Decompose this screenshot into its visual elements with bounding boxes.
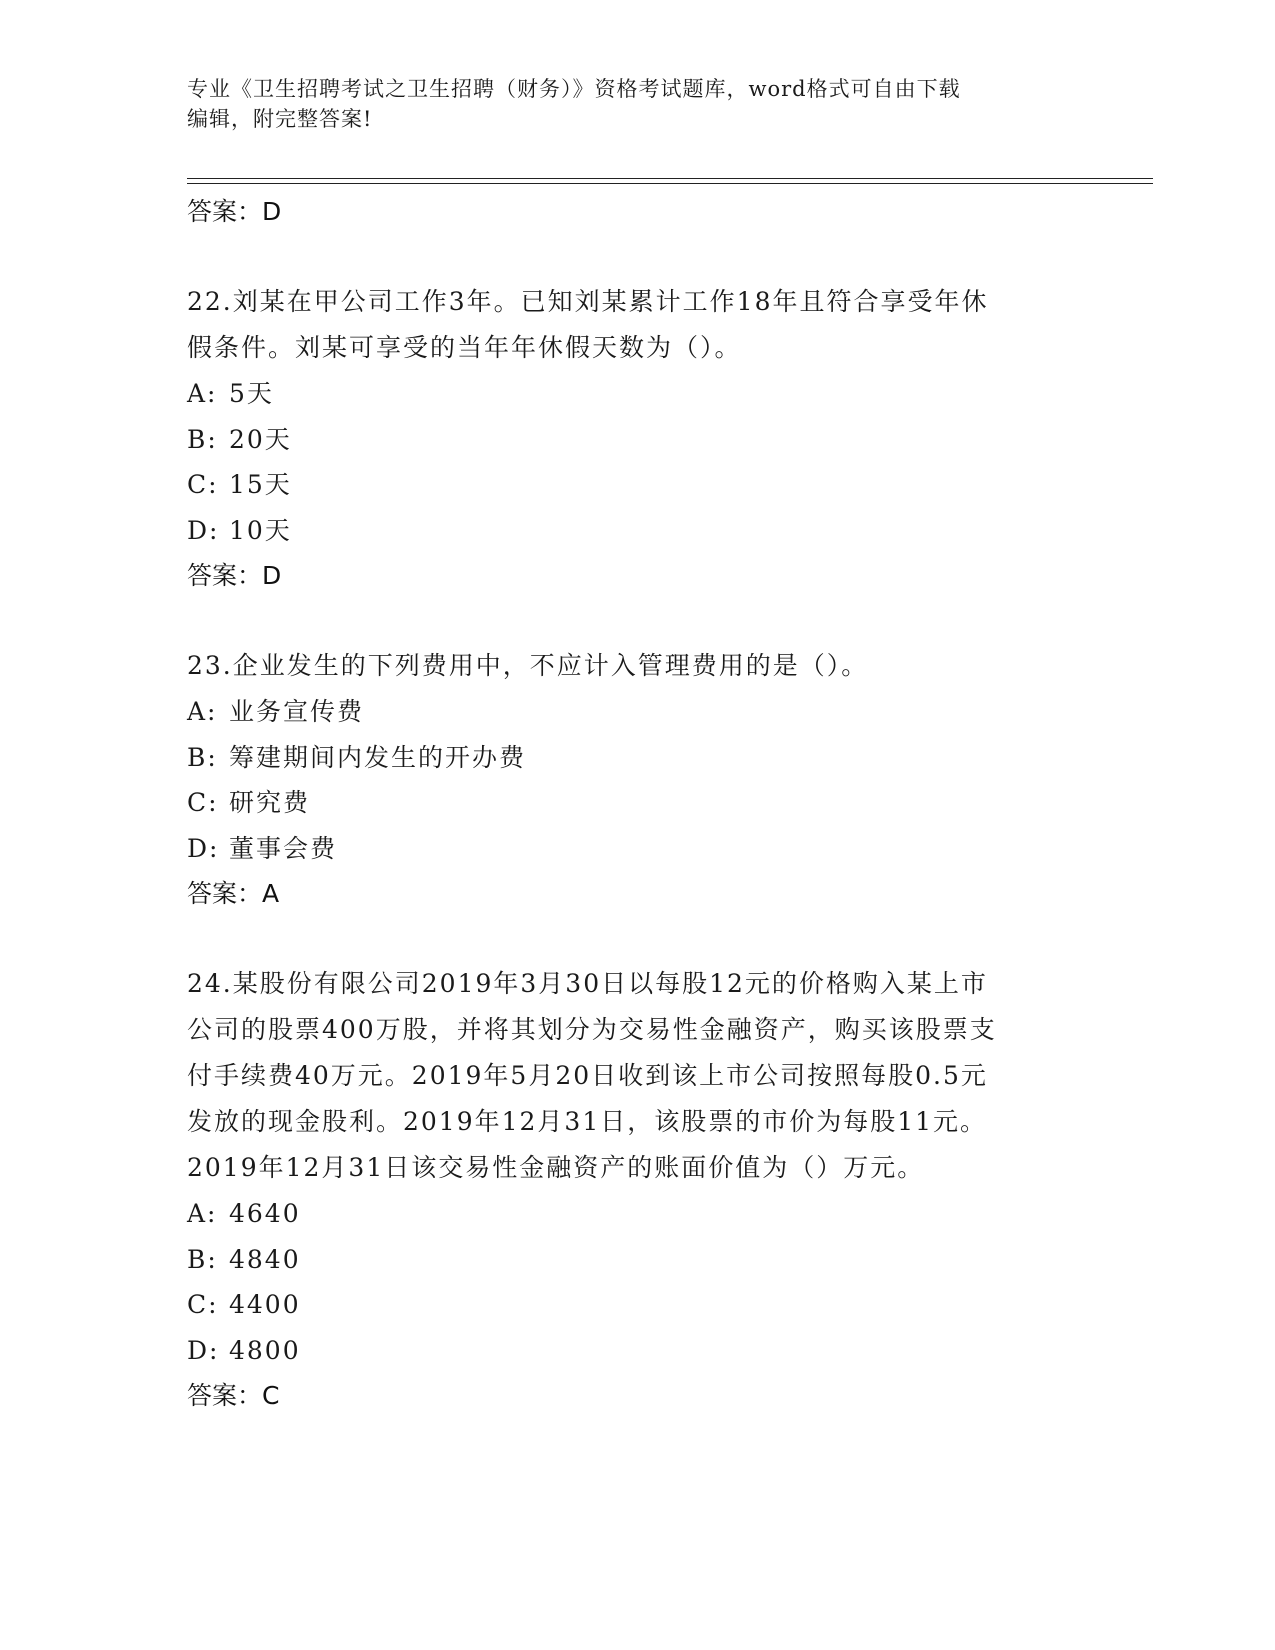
option-d: D: 董事会费 <box>187 833 338 863</box>
document-body <box>187 189 1087 1419</box>
question-stem <box>187 961 1087 1191</box>
answer-label: 答案： <box>187 1381 263 1410</box>
stem-line: 22.刘某在甲公司工作3年。已知刘某累计工作18年且符合享受年休 <box>187 287 989 316</box>
option-b: B: 4840 <box>187 1244 301 1274</box>
answer-label: 答案： <box>187 197 263 226</box>
option-b: B: 筹建期间内发生的开办费 <box>187 742 527 772</box>
answer-label: 答案： <box>187 561 263 590</box>
question-number: 22. <box>187 287 233 316</box>
header-line-2: 编辑，附完整答案! <box>187 107 373 131</box>
option-d: D: 10天 <box>187 515 292 545</box>
question-stem <box>187 643 1087 689</box>
stem-line: 发放的现金股利。2019年12月31日，该股票的市价为每股11元。 <box>187 1107 988 1136</box>
header-line-1: 专业《卫生招聘考试之卫生招聘（财务）》资格考试题库，word格式可自由下载 <box>187 77 961 101</box>
option-a: A: 5天 <box>187 379 274 408</box>
answer-value: D <box>262 197 282 226</box>
option-a: A: 4640 <box>187 1199 301 1228</box>
answer-label: 答案： <box>187 879 263 908</box>
header-divider-top <box>187 178 1153 179</box>
question-stem <box>187 279 1087 371</box>
option-c: C: 15天 <box>187 470 292 499</box>
answer-value: C <box>262 1381 280 1410</box>
question-answer <box>187 871 1087 917</box>
question-number: 23. <box>187 651 233 680</box>
question-answer <box>187 1373 1087 1419</box>
question-number: 24. <box>187 969 233 998</box>
option-c: C: 研究费 <box>187 788 311 817</box>
question-22 <box>187 279 1087 599</box>
option-c: C: 4400 <box>187 1290 301 1319</box>
answer-value: A <box>262 879 280 908</box>
question-23 <box>187 643 1087 917</box>
option-d: D: 4800 <box>187 1335 301 1365</box>
stem-line: 付手续费40万元。2019年5月20日收到该上市公司按照每股0.5元 <box>187 1061 988 1090</box>
question-24 <box>187 961 1087 1419</box>
question-answer <box>187 553 1087 599</box>
option-a: A: 业务宣传费 <box>187 697 365 726</box>
stem-line: 假条件。刘某可享受的当年年休假天数为（）。 <box>187 333 742 362</box>
header-divider-bottom <box>187 183 1153 184</box>
document-header <box>187 74 1087 134</box>
stem-line: 2019年12月31日该交易性金融资产的账面价值为（）万元。 <box>187 1153 925 1182</box>
answer-value: D <box>262 561 282 590</box>
option-b: B: 20天 <box>187 424 292 454</box>
previous-answer <box>187 189 1087 235</box>
stem-line: 公司的股票400万股，并将其划分为交易性金融资产，购买该股票支 <box>187 1015 997 1044</box>
stem-line: 23.企业发生的下列费用中，不应计入管理费用的是（）。 <box>187 651 869 680</box>
stem-line: 24.某股份有限公司2019年3月30日以每股12元的价格购入某上市 <box>187 969 988 998</box>
